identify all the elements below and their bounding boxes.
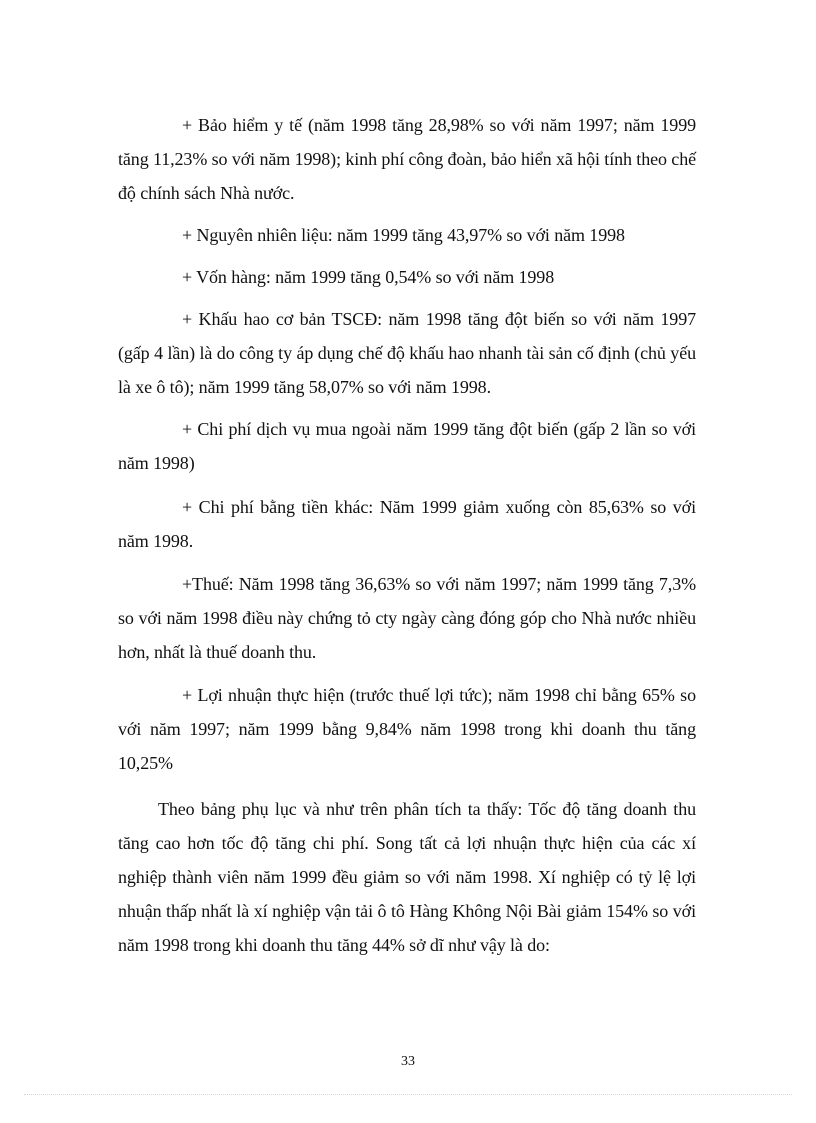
paragraph-depreciation [118,302,696,404]
page-number: 33 [401,1054,415,1069]
paragraph-profit [118,678,696,780]
paragraph-text: + Bảo hiểm y tế (năm 1998 tăng 28,98% so với năm 1997; năm 1999 tăng 11,23% so với năm 1998); kinh phí công đoàn, bảo hiển xã hội tính theo chế độ chính sách Nhà nước. [118,115,696,203]
paragraph-goods-capital [118,260,696,294]
page-bottom-divider [24,1094,792,1095]
paragraph-text: + Nguyên nhiên liệu: năm 1999 tăng 43,97% so với năm 1998 [182,225,625,245]
paragraph-text: +Thuế: Năm 1998 tăng 36,63% so với năm 1997; năm 1999 tăng 7,3% so với năm 1998 điều này chứng tỏ cty ngày càng đóng góp cho Nhà nước nhiều hơn, nhất là thuế doanh thu. [118,574,696,662]
paragraph-other-cash-expenses [118,490,696,558]
paragraph-text: + Chi phí bằng tiền khác: Năm 1999 giảm xuống còn 85,63% so với năm 1998. [118,497,696,551]
paragraph-conclusion [118,792,696,962]
paragraph-text: + Vốn hàng: năm 1999 tăng 0,54% so với năm 1998 [182,267,555,287]
paragraph-fuel-materials [118,218,696,252]
paragraph-text: + Chi phí dịch vụ mua ngoài năm 1999 tăng đột biến (gấp 2 lần so với năm 1998) [118,419,696,473]
paragraph-health-insurance [118,108,696,210]
paragraph-tax [118,567,696,669]
paragraph-outsourced-services [118,412,696,480]
paragraph-text: Theo bảng phụ lục và như trên phân tích ta thấy: Tốc độ tăng doanh thu tăng cao hơn tốc độ tăng chi phí. Song tất cả lợi nhuận thực hiện của các xí nghiệp thành viên năm 1999 đều giảm so với năm 1998. Xí nghiệp có tỷ lệ lợi nhuận thấp nhất là xí nghiệp vận tải ô tô Hàng Không Nội Bài giảm 154% so với năm 1998 trong khi doanh thu tăng 44% sở dĩ như vậy là do: [118,799,696,955]
paragraph-text: + Lợi nhuận thực hiện (trước thuế lợi tức); năm 1998 chỉ bằng 65% so với năm 1997; năm 1999 bằng 9,84% năm 1998 trong khi doanh thu tăng 10,25% [118,685,696,773]
paragraph-text: + Khấu hao cơ bản TSCĐ: năm 1998 tăng đột biến so với năm 1997 (gấp 4 lần) là do công ty áp dụng chế độ khấu hao nhanh tài sản cố định (chủ yếu là xe ô tô); năm 1999 tăng 58,07% so với năm 1998. [118,309,696,397]
